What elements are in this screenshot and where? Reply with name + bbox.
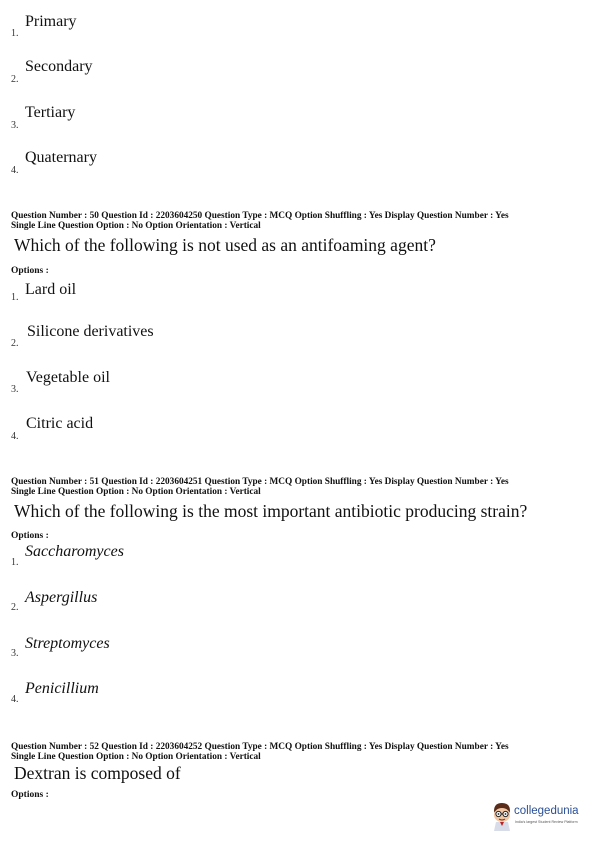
question-meta: Single Line Question Option : No Option Orientation : Vertical — [11, 752, 261, 762]
option-text: Tertiary — [25, 104, 76, 121]
option-text: Saccharomyces — [25, 543, 124, 560]
option-text: Vegetable oil — [26, 369, 110, 386]
logo-wordmark: collegedunia — [514, 805, 579, 817]
option-number: 4. — [11, 431, 19, 442]
option-number: 2. — [11, 74, 19, 85]
option-text: Secondary — [25, 58, 93, 75]
option-text: Penicillium — [25, 680, 99, 697]
option-text: Silicone derivatives — [27, 323, 154, 340]
option-number: 1. — [11, 557, 19, 568]
option-number: 1. — [11, 28, 19, 39]
question-meta: Single Line Question Option : No Option Orientation : Vertical — [11, 221, 261, 231]
option-text: Lard oil — [25, 281, 77, 298]
question-meta: Question Number : 51 Question Id : 2203604251 Question Type : MCQ Option Shuffling : Yes Display Question Number : Yes — [11, 477, 509, 487]
option-text: Citric acid — [26, 415, 94, 432]
options-label: Options : — [11, 266, 49, 276]
question-meta: Single Line Question Option : No Option Orientation : Vertical — [11, 487, 261, 497]
option-text: Quaternary — [25, 149, 97, 166]
option-number: 4. — [11, 694, 19, 705]
option-number: 3. — [11, 384, 19, 395]
option-number: 2. — [11, 338, 19, 349]
question-meta: Question Number : 52 Question Id : 2203604252 Question Type : MCQ Option Shuffling : Yes Display Question Number : Yes — [11, 742, 509, 752]
options-label: Options : — [11, 790, 49, 800]
logo-tagline: India's largest Student Review Platform — [515, 820, 578, 824]
question-text: Dextran is composed of — [14, 763, 181, 783]
option-number: 1. — [11, 292, 19, 303]
option-number: 3. — [11, 120, 19, 131]
question-text: Which of the following is not used as an antifoaming agent? — [14, 235, 436, 255]
option-number: 4. — [11, 165, 19, 176]
option-text: Aspergillus — [25, 589, 98, 606]
option-number: 2. — [11, 602, 19, 613]
question-meta: Question Number : 50 Question Id : 2203604250 Question Type : MCQ Option Shuffling : Yes Display Question Number : Yes — [11, 211, 509, 221]
options-label: Options : — [11, 531, 49, 541]
option-text: Primary — [25, 13, 77, 30]
collegedunia-logo — [490, 801, 590, 833]
option-text: Streptomyces — [25, 635, 110, 652]
option-number: 3. — [11, 648, 19, 659]
question-text: Which of the following is the most important antibiotic producing strain? — [14, 501, 528, 521]
mascot-icon — [490, 801, 514, 831]
